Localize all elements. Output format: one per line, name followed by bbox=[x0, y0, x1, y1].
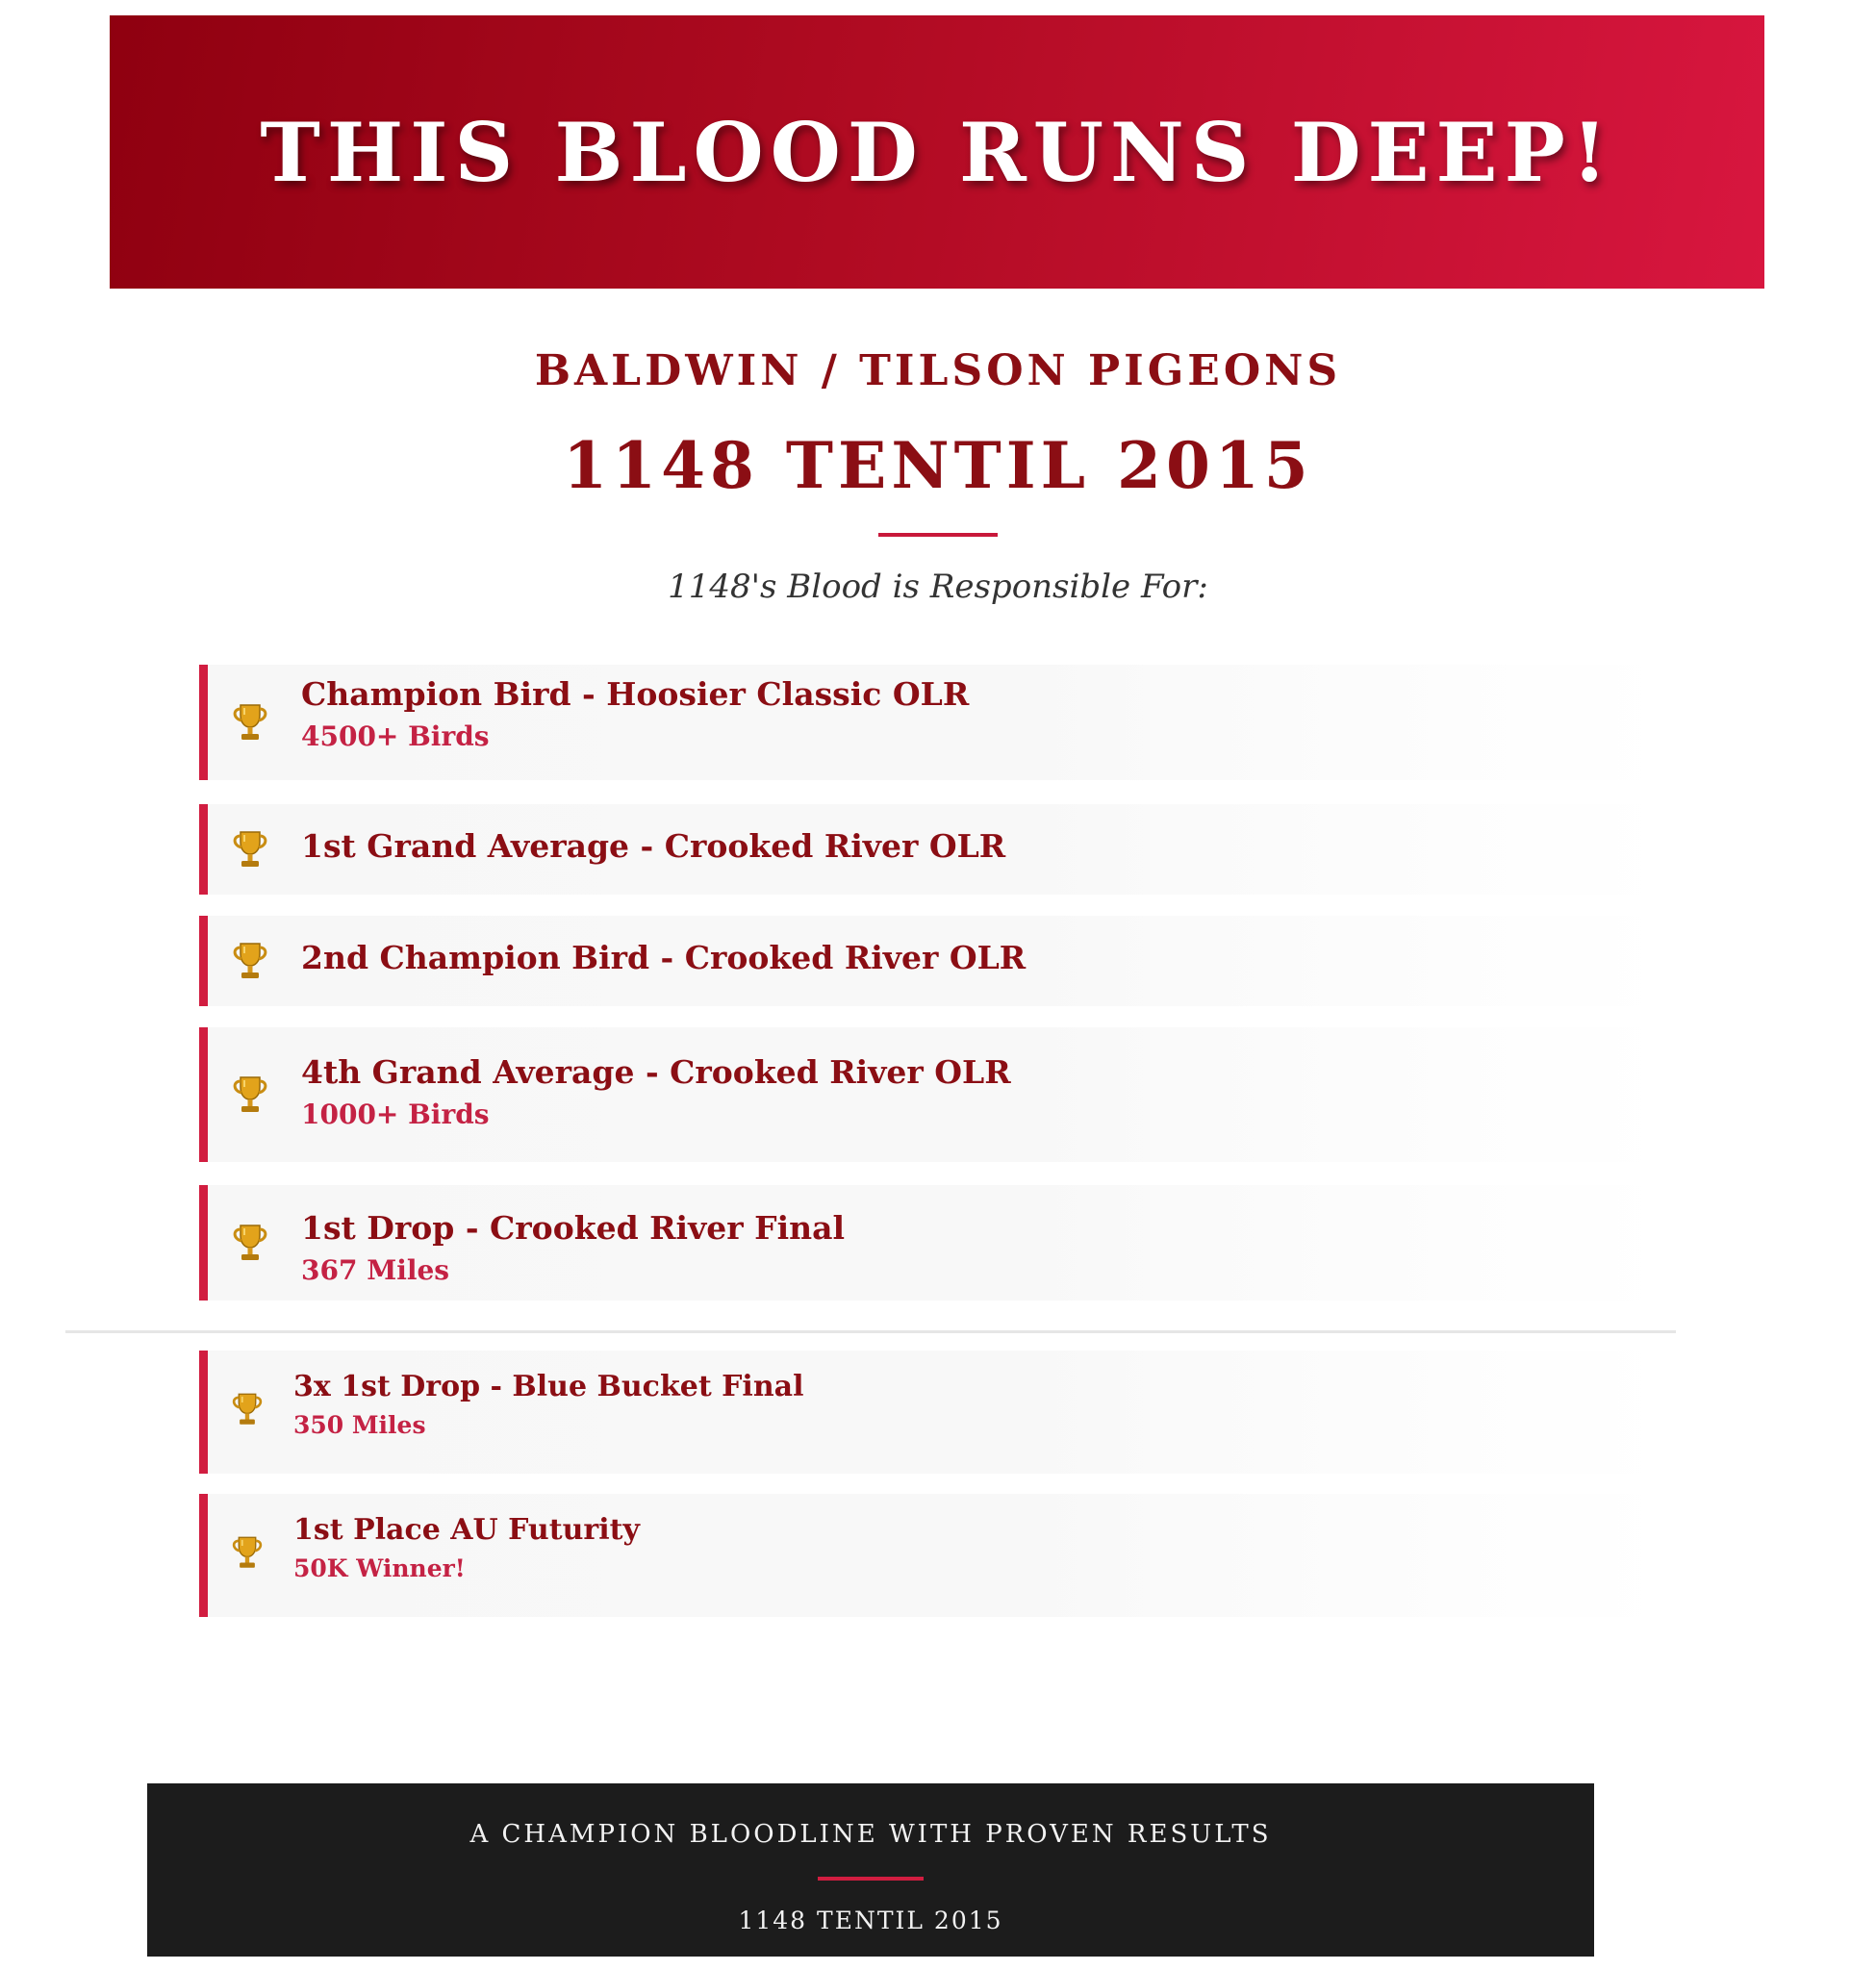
achievement-title: 1st Grand Average - Crooked River OLR bbox=[301, 827, 1006, 865]
achievement-title: 1st Place AU Futurity bbox=[293, 1513, 640, 1547]
trophy-icon bbox=[227, 826, 273, 872]
achievement-title: 3x 1st Drop - Blue Bucket Final bbox=[293, 1370, 804, 1403]
achievement-detail: 1000+ Birds bbox=[301, 1099, 490, 1130]
footer bbox=[147, 1783, 1594, 1957]
achievement-detail: 367 Miles bbox=[301, 1254, 450, 1286]
achievement-card bbox=[199, 1185, 1671, 1301]
achievement-card bbox=[199, 1027, 1671, 1162]
owner-heading: BALDWIN / TILSON PIGEONS bbox=[534, 346, 1342, 395]
intro-text: 1148's Blood is Responsible For: bbox=[668, 568, 1208, 606]
achievement-detail: 350 Miles bbox=[293, 1411, 426, 1439]
trophy-icon bbox=[227, 1532, 273, 1579]
achievement-card bbox=[199, 1351, 1671, 1474]
section-separator bbox=[65, 1330, 1676, 1333]
footer-divider bbox=[818, 1877, 924, 1881]
footer-tagline: A CHAMPION BLOODLINE WITH PROVEN RESULTS bbox=[469, 1820, 1272, 1849]
title-divider bbox=[878, 533, 998, 537]
achievement-card bbox=[199, 665, 1671, 780]
trophy-icon bbox=[227, 1389, 273, 1435]
achievement-title: 2nd Champion Bird - Crooked River OLR bbox=[301, 939, 1027, 976]
achievement-title: 4th Grand Average - Crooked River OLR bbox=[301, 1053, 1011, 1091]
bird-name-heading: 1148 TENTIL 2015 bbox=[563, 428, 1313, 503]
achievement-card bbox=[199, 804, 1671, 895]
trophy-icon bbox=[227, 1220, 273, 1266]
achievement-detail: 50K Winner! bbox=[293, 1554, 466, 1582]
trophy-icon bbox=[227, 699, 273, 745]
achievement-title: 1st Drop - Crooked River Final bbox=[301, 1209, 846, 1247]
hero-title: THIS BLOOD RUNS DEEP! bbox=[260, 104, 1614, 200]
achievement-card bbox=[199, 916, 1671, 1006]
achievement-title: Champion Bird - Hoosier Classic OLR bbox=[301, 675, 970, 713]
achievement-card bbox=[199, 1494, 1671, 1617]
trophy-icon bbox=[227, 1072, 273, 1118]
trophy-icon bbox=[227, 938, 273, 984]
footer-bird-name: 1148 TENTIL 2015 bbox=[738, 1907, 1003, 1934]
achievement-detail: 4500+ Birds bbox=[301, 720, 490, 752]
hero-banner bbox=[110, 15, 1764, 289]
